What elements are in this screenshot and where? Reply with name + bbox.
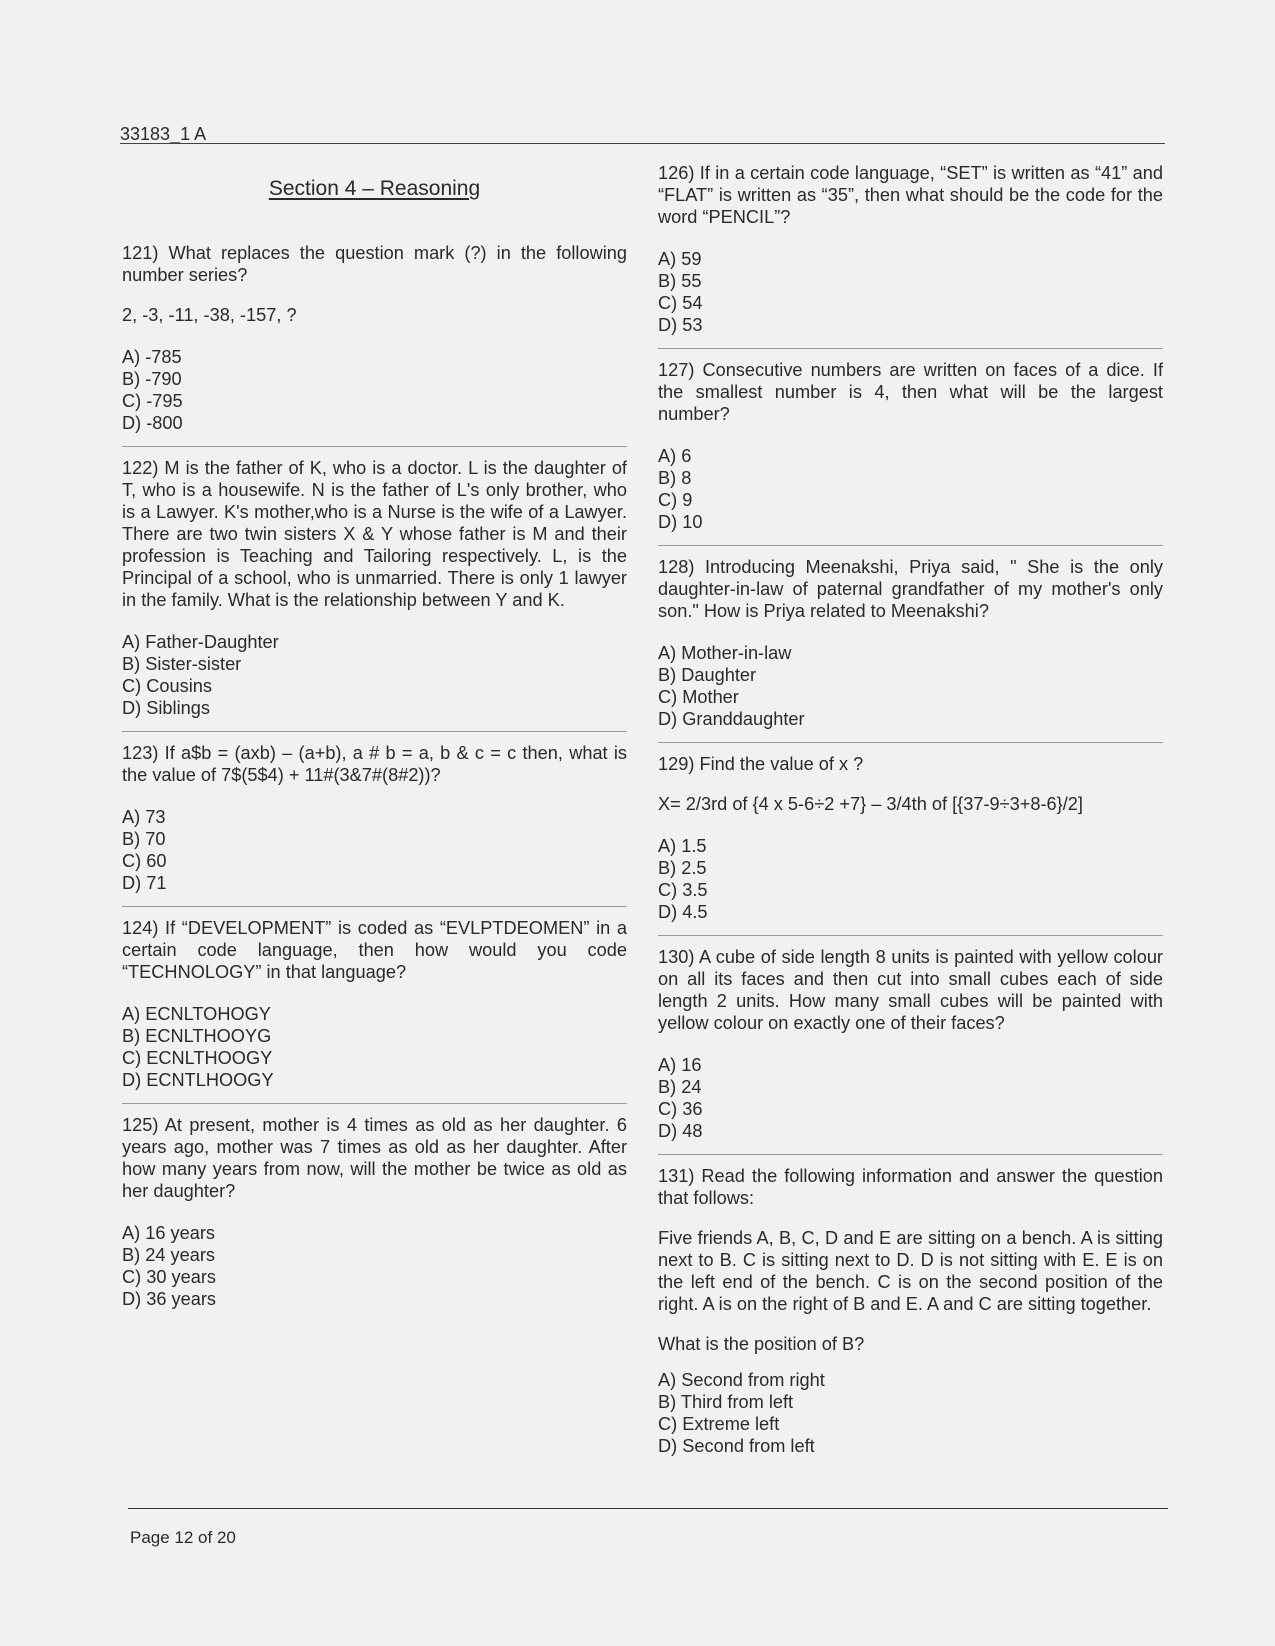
footer-divider: [128, 1508, 1168, 1509]
options-list: [122, 631, 627, 719]
question-126: [658, 162, 1163, 336]
question-text: 131) Read the following information and answer the question that follows:: [658, 1166, 1163, 1208]
option-c: C) 30 years: [122, 1267, 217, 1287]
option-b: B) Third from left: [658, 1392, 794, 1412]
header-divider: [120, 143, 1165, 144]
option-a: A) Father-Daughter: [122, 632, 279, 652]
option-c: C) Mother: [658, 687, 739, 707]
number-series: 2, -3, -11, -38, -157, ?: [122, 305, 297, 325]
document-code: 33183_1 A: [120, 124, 207, 144]
option-c: C) ECNLTHOOGY: [122, 1048, 273, 1068]
sub-question: What is the position of B?: [658, 1334, 865, 1354]
option-a: A) 6: [658, 446, 692, 466]
options-list: [658, 248, 1163, 336]
option-c: C) 9: [658, 490, 693, 510]
option-b: B) 24: [658, 1077, 702, 1097]
option-b: B) Daughter: [658, 665, 757, 685]
option-b: B) 8: [658, 468, 692, 488]
options-list: [658, 445, 1163, 533]
equation: X= 2/3rd of {4 x 5-6÷2 +7} – 3/4th of [{37-9÷3+8-6}/2]: [658, 794, 1083, 814]
option-b: B) 70: [122, 829, 166, 849]
options-list: [658, 642, 1163, 730]
option-c: C) 60: [122, 851, 167, 871]
option-c: C) Extreme left: [658, 1414, 780, 1434]
divider: [122, 731, 627, 732]
option-d: D) Siblings: [122, 698, 210, 718]
options-list: [658, 835, 1163, 923]
option-a: A) 1.5: [658, 836, 707, 856]
question-text: 123) If a$b = (axb) – (a+b), a # b = a, b & c = c then, what is the value of 7$(5$4) + 11#(3&7#(8#2))?: [122, 743, 627, 785]
question-text: 124) If “DEVELOPMENT” is coded as “EVLPTDEOMEN” in a certain code language, then how would you code “TECHNOLOGY” in that language?: [122, 918, 627, 982]
option-b: B) 24 years: [122, 1245, 215, 1265]
left-column: [122, 172, 627, 1310]
question-text: 121) What replaces the question mark (?) in the following number series?: [122, 243, 627, 285]
option-b: B) 55: [658, 271, 702, 291]
option-b: B) -790: [122, 369, 182, 389]
option-c: C) Cousins: [122, 676, 212, 696]
divider: [658, 935, 1163, 936]
option-c: C) 36: [658, 1099, 703, 1119]
divider: [122, 1103, 627, 1104]
section-title: Section 4 – Reasoning: [268, 177, 481, 200]
right-column: [658, 162, 1163, 1457]
option-b: B) ECNLTHOOYG: [122, 1026, 272, 1046]
options-list: [122, 1003, 627, 1091]
question-129: [658, 753, 1163, 923]
option-b: B) Sister-sister: [122, 654, 242, 674]
divider: [658, 348, 1163, 349]
options-list: [122, 346, 627, 434]
divider: [658, 545, 1163, 546]
option-d: D) Second from left: [658, 1436, 815, 1456]
divider: [658, 1154, 1163, 1155]
option-d: D) 71: [122, 873, 167, 893]
question-text: 126) If in a certain code language, “SET” is written as “41” and “FLAT” is written as “35”, then what should be the code for the word “PENCIL”?: [658, 163, 1163, 227]
question-text: 129) Find the value of x ?: [658, 754, 864, 774]
option-a: A) ECNLTOHOGY: [122, 1004, 271, 1024]
option-d: D) Granddaughter: [658, 709, 805, 729]
question-text: 130) A cube of side length 8 units is painted with yellow colour on all its faces and then cut into small cubes each of side length 2 units. How many small cubes will be painted with yellow colour on exactly one of their faces?: [658, 947, 1163, 1033]
option-a: A) 16 years: [122, 1223, 215, 1243]
option-a: A) Mother-in-law: [658, 643, 792, 663]
option-a: A) 59: [658, 249, 702, 269]
question-text: 128) Introducing Meenakshi, Priya said, " She is the only daughter-in-law of paternal grandfather of my mother's only son." How is Priya related to Meenakshi?: [658, 557, 1163, 621]
passage: Five friends A, B, C, D and E are sitting on a bench. A is sitting next to B. C is sitting next to D. D is not sitting with E. E is on the left end of the bench. C is on the second position of the right. A is on the right of B and E. A and C are sitting together.: [658, 1228, 1163, 1314]
options-list: [122, 1222, 627, 1310]
option-a: A) -785: [122, 347, 182, 367]
option-a: A) Second from right: [658, 1370, 825, 1390]
option-d: D) 4.5: [658, 902, 708, 922]
option-b: B) 2.5: [658, 858, 707, 878]
option-c: C) -795: [122, 391, 183, 411]
option-a: A) 16: [658, 1055, 702, 1075]
question-text: 125) At present, mother is 4 times as old as her daughter. 6 years ago, mother was 7 times as old as her daughter. After how many years from now, will the mother be twice as old as her daughter?: [122, 1115, 627, 1201]
option-d: D) 36 years: [122, 1289, 217, 1309]
question-124: [122, 917, 627, 1091]
option-d: D) -800: [122, 413, 183, 433]
question-127: [658, 359, 1163, 533]
divider: [122, 906, 627, 907]
question-130: [658, 946, 1163, 1142]
question-125: [122, 1114, 627, 1310]
option-c: C) 3.5: [658, 880, 708, 900]
option-d: D) 10: [658, 512, 703, 532]
option-d: D) 53: [658, 315, 703, 335]
divider: [658, 742, 1163, 743]
question-text: 122) M is the father of K, who is a doctor. L is the daughter of T, who is a housewife. N is the father of L's only brother, who is a Lawyer. K's mother,who is a Nurse is the wife of a Lawyer. There are two twin sisters X & Y whose father is M and their profession is Teaching and Tailoring respectively. L, is the Principal of a school, who is unmarried. There is only 1 lawyer in the family. What is the relationship between Y and K.: [122, 458, 627, 610]
options-list: [658, 1054, 1163, 1142]
question-123: [122, 742, 627, 894]
question-122: [122, 457, 627, 719]
question-131: [658, 1165, 1163, 1457]
question-text: 127) Consecutive numbers are written on faces of a dice. If the smallest number is 4, then what will be the largest number?: [658, 360, 1163, 424]
page-number: Page 12 of 20: [130, 1528, 236, 1547]
option-c: C) 54: [658, 293, 703, 313]
option-d: D) 48: [658, 1121, 703, 1141]
options-list: [658, 1369, 1163, 1457]
option-a: A) 73: [122, 807, 166, 827]
option-d: D) ECNTLHOOGY: [122, 1070, 274, 1090]
divider: [122, 446, 627, 447]
question-121: [122, 242, 627, 434]
question-128: [658, 556, 1163, 730]
options-list: [122, 806, 627, 894]
